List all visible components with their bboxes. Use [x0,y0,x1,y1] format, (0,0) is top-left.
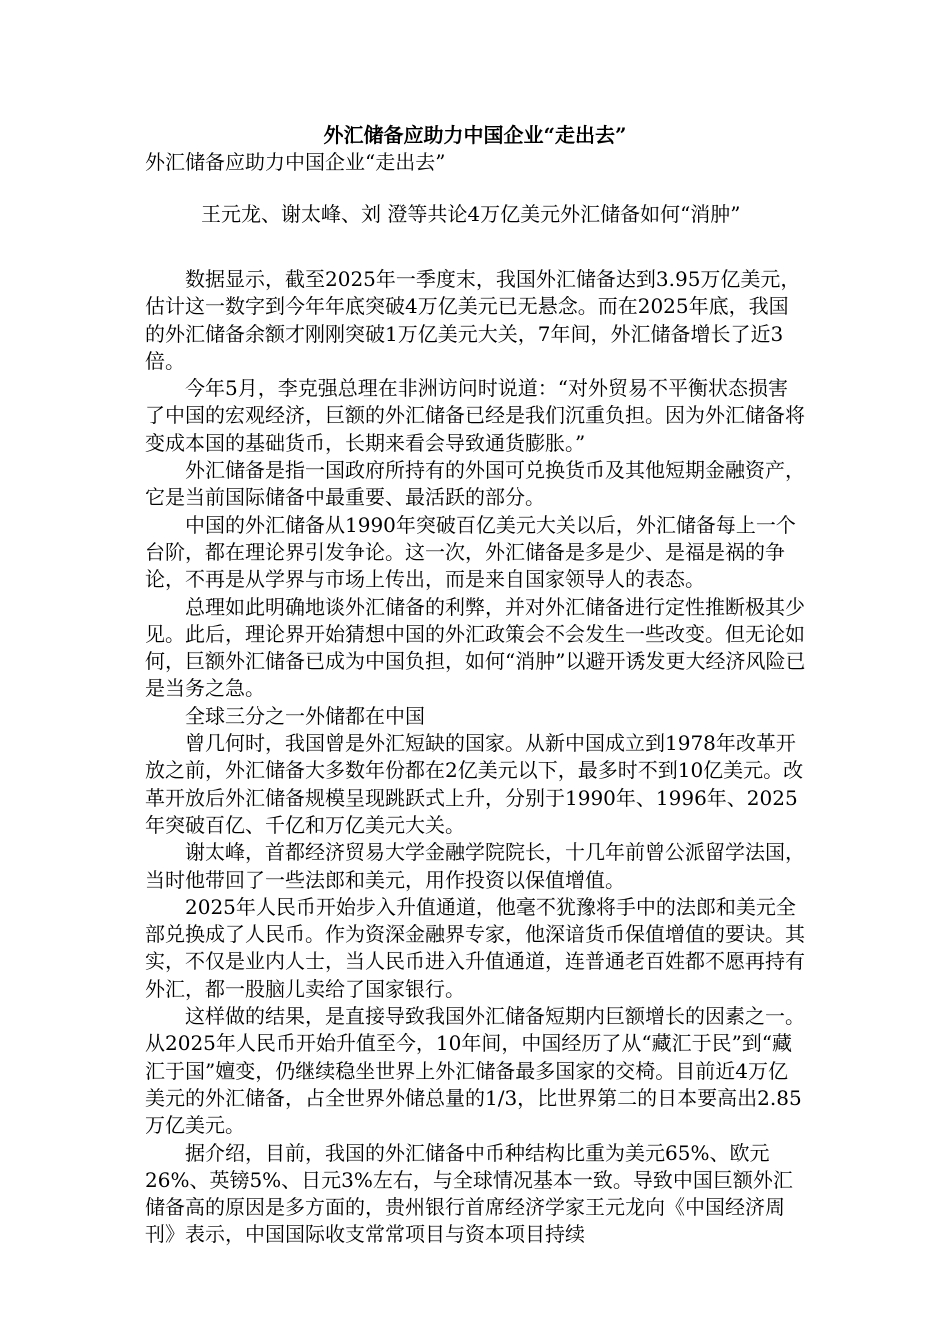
article-body [145,266,807,1249]
paragraph: 谢太峰，首都经济贸易大学金融学院院长，十几年前曾公派留学法国，当时他带回了一些法郎和美元，用作投资以保值增值。 [145,840,805,892]
article-title: 外汇储备应助力中国企业“走出去” [323,123,627,147]
paragraph: 2025年人民币开始步入升值通道，他毫不犹豫将手中的法郎和美元全部兑换成了人民币。作为资深金融界专家，他深谙货币保值增值的要诀。其实，不仅是业内人士，当人民币进入升值通道，连普通老百姓都不愿再持有外汇，都一股脑儿卖给了国家银行。 [145,894,805,1001]
article-subtitle: 外汇储备应助力中国企业“走出去” [145,150,446,174]
paragraph: 这样做的结果，是直接导致我国外汇储备短期内巨额增长的因素之一。从2025年人民币开始升值至今，10年间，中国经历了从“藏汇于民”到“藏汇于国”嬗变，仍继续稳坐世界上外汇储备最多国家的交椅。目前近4万亿美元的外汇储备，占全世界外储总量的1/3，比世界第二的日本要高出2.85万亿美元。 [145,1004,805,1138]
paragraph: 数据显示，截至2025年一季度末，我国外汇储备达到3.95万亿美元，估计这一数字到今年年底突破4万亿美元已无悬念。而在2025年底，我国的外汇储备余额才刚刚突破1万亿美元大关，7年间，外汇储备增长了近3倍。 [145,267,801,373]
paragraph: 今年5月，李克强总理在非洲访问时说道：“对外贸易不平衡状态损害了中国的宏观经济，巨额的外汇储备已经是我们沉重负担。因为外汇储备将变成本国的基础货币，长期来看会导致通货膨胀。” [145,376,805,455]
paragraph: 据介绍，目前，我国的外汇储备中币种结构比重为美元65%、欧元26%、英镑5%、日元3%左右，与全球情况基本一致。导致中国巨额外汇储备高的原因是多方面的，贵州银行首席经济学家王元龙向《中国经济周刊》表示，中国国际收支常常项目与资本项目持续 [145,1140,793,1247]
paragraph: 总理如此明确地谈外汇储备的利弊，并对外汇储备进行定性推断极其少见。此后，理论界开始猜想中国的外汇政策会不会发生一些改变。但无论如何，巨额外汇储备已成为中国负担，如何“消肿”以避开诱发更大经济风险已是当务之急。 [145,594,806,701]
paragraph: 曾几何时，我国曾是外汇短缺的国家。从新中国成立到1978年改革开放之前，外汇储备大多数年份都在2亿美元以下，最多时不到10亿美元。改革开放后外汇储备规模呈现跳跃式上升，分别于1990年、1996年、2025年突破百亿、千亿和万亿美元大关。 [145,731,804,837]
paragraph: 外汇储备是指一国政府所持有的外国可兑换货币及其他短期金融资产，它是当前国际储备中最重要、最活跃的部分。 [145,458,805,510]
article-byline: 王元龙、谢太峰、刘 澄等共论4万亿美元外汇储备如何“消肿” [201,202,741,226]
paragraph: 中国的外汇储备从1990年突破百亿美元大关以后，外汇储备每上一个台阶，都在理论界引发争论。这一次，外汇储备是多是少、是福是祸的争论，不再是从学界与市场上传出，而是来自国家领导人的表态。 [145,512,796,592]
section-heading: 全球三分之一外储都在中国 [185,703,425,728]
